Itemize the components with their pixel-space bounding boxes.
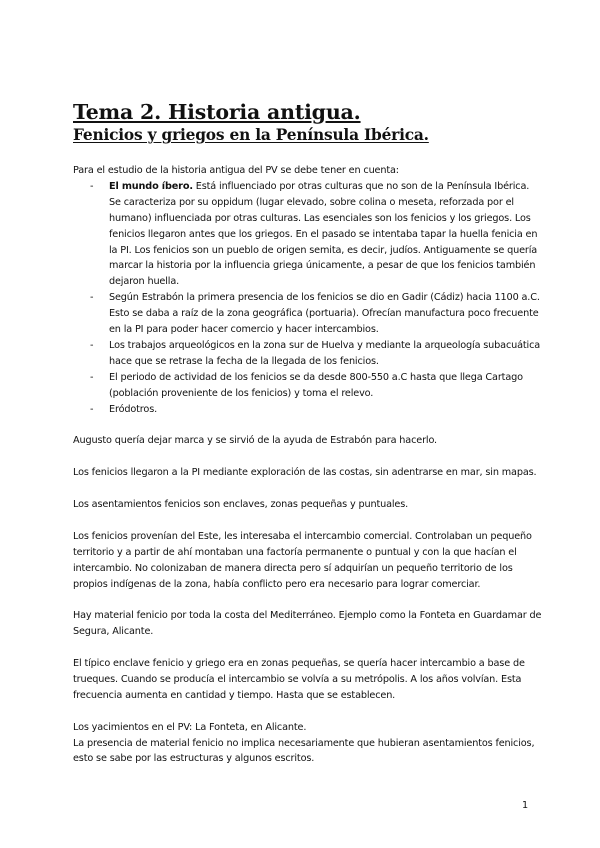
paragraph-presencia: La presencia de material fenicio no implica necesariamente que hubieran asentamientos fenicios, esto se sabe por las estructuras y algunos escritos. xyxy=(73,737,535,765)
bullet-marker: - xyxy=(90,292,94,304)
bullet-text: Los trabajos arqueológicos en la zona sur de Huelva y mediante la arqueología subacuática hace que se retrase la fecha de la llegada de los fenicios. xyxy=(109,339,541,367)
paragraph-yacimientos: Los yacimientos en el PV: La Fonteta, en Alicante. xyxy=(73,721,307,733)
bullet-item xyxy=(73,338,543,370)
page-title: Tema 2. Historia antigua. xyxy=(73,100,361,124)
bullet-text: Según Estrabón la primera presencia de los fenicios se dio en Gadir (Cádiz) hacia 1100 a.C. Esto se daba a raíz de la zona geográfica (portuaria). Ofrecían manufactura poco frecuente en la PI para poder hacer comercio y hacer intercambios. xyxy=(109,292,540,336)
bullet-marker: - xyxy=(90,371,94,383)
bullet-text: Eródotros. xyxy=(109,403,158,415)
paragraph-augusto: Augusto quería dejar marca y se sirvió de la ayuda de Estrabón para hacerlo. xyxy=(73,435,437,447)
bullet-item xyxy=(73,290,543,338)
page-subtitle: Fenicios y griegos en la Península Ibérica. xyxy=(73,126,429,144)
bullet-item xyxy=(73,402,543,418)
bullet-item xyxy=(73,179,543,290)
bullet-list xyxy=(73,179,543,418)
paragraph-enclave: El típico enclave fenicio y griego era en zonas pequeñas, se quería hacer intercambio a base de trueques. Cuando se producía el intercambio se volvía a su metrópolis. A los años volvían. Esta frecuencia aumenta en cantidad y tiempo. Hasta que se establecen. xyxy=(73,658,525,701)
bullet-item xyxy=(73,370,543,402)
document-body xyxy=(73,163,543,783)
bullet-bold-lead: El mundo íbero. xyxy=(109,180,193,192)
page-number: 1 xyxy=(522,800,529,811)
bullet-marker: - xyxy=(90,339,94,351)
paragraph-asentamientos: Los asentamientos fenicios son enclaves, zonas pequeñas y puntuales. xyxy=(73,498,409,510)
intro-paragraph: Para el estudio de la historia antigua del PV se debe tener en cuenta: xyxy=(73,165,399,176)
bullet-marker: - xyxy=(90,403,94,415)
bullet-text: El periodo de actividad de los fenicios se da desde 800-550 a.C hasta que llega Cartago (población proveniente de los fenicios) y toma el relevo. xyxy=(109,371,523,399)
bullet-marker: - xyxy=(90,180,94,192)
paragraph-exploracion: Los fenicios llegaron a la PI mediante exploración de las costas, sin adentrarse en mar, sin mapas. xyxy=(73,467,537,479)
paragraph-material-fenicio: Hay material fenicio por toda la costa del Mediterráneo. Ejemplo como la Fonteta en Guardamar de Segura, Alicante. xyxy=(73,610,542,638)
paragraph-intercambio: Los fenicios provenían del Este, les interesaba el intercambio comercial. Controlaban un pequeño territorio y a partir de ahí montaban una factoría permanente o puntual y con la que hacían el intercambio. No colonizaban de manera directa pero sí adquirían un pequeño territorio de los propios indígenas de la zona, había conflicto pero era necesario para lograr comerciar. xyxy=(73,530,532,590)
bullet-text: Está influenciado por otras culturas que no son de la Península Ibérica. Se caracteriza por su oppidum (lugar elevado, sobre colina o meseta, reforzada por el humano) influenciada por otras culturas. Las esenciales son los fenicios y los griegos. Los fenicios llegaron antes que los griegos. En el pasado se intentaba tapar la huella fenicia en la PI. Los fenicios son un pueblo de origen semita, es decir, judíos. Antiguamente se quería marcar la historia por la influencia griega únicamente, a pesar de que los fenicios también dejaron huella. xyxy=(109,180,538,288)
